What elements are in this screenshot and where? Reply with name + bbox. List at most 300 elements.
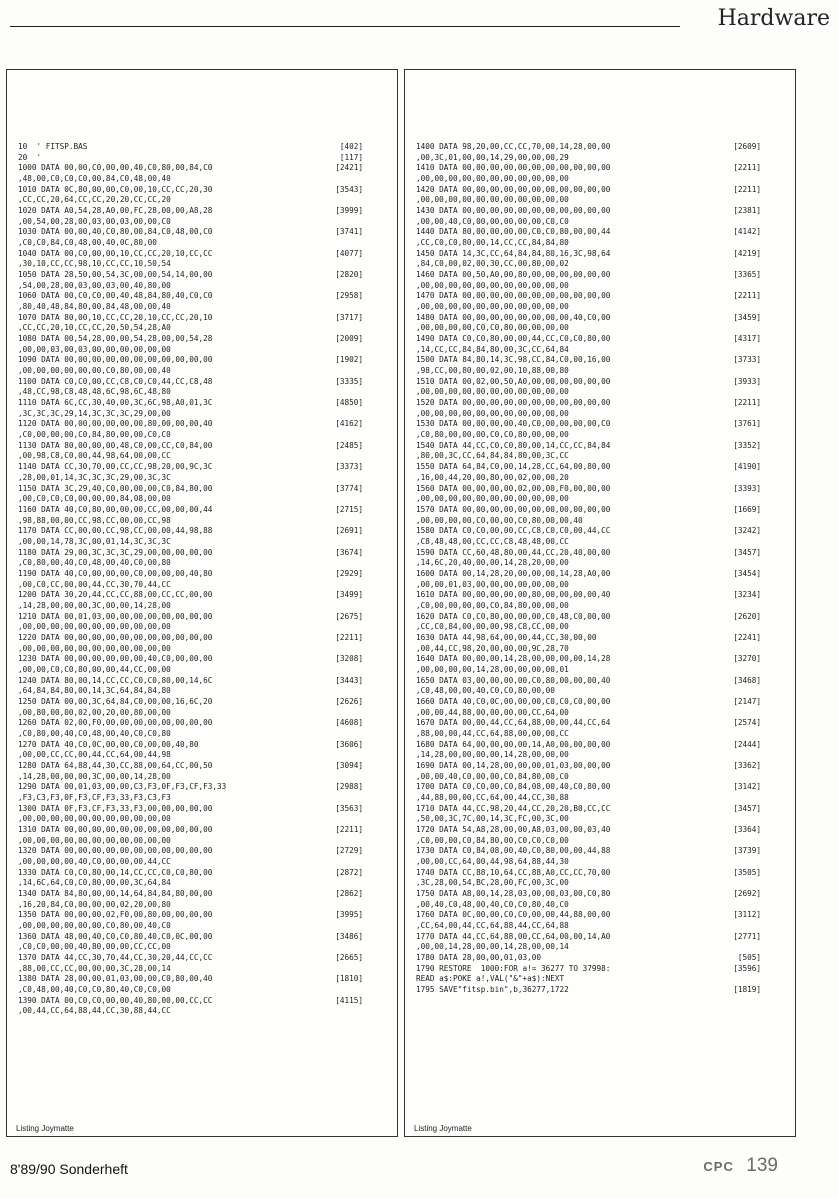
code-line xyxy=(18,291,363,302)
code-text: ,00,00,00,00,00,00,00,00,00,00,00 xyxy=(18,643,171,653)
code-line xyxy=(18,718,363,729)
code-line xyxy=(18,644,363,655)
code-text: 1680 DATA 64,00,00,00,00,14,A0,00,00,00,00 xyxy=(416,739,611,749)
code-text: ,00,00,00,00,C0,00,00,C0,80,00,00,40 xyxy=(416,515,583,525)
listing-panel-left xyxy=(6,69,398,1137)
checksum: [1669] xyxy=(733,504,761,514)
code-line xyxy=(416,558,761,569)
code-text: 1520 DATA 00,00,00,00,00,00,00,00,00,00,00 xyxy=(416,398,611,408)
code-line xyxy=(416,772,761,783)
code-text: 1490 DATA C0,C0,80,00,00,44,CC,C0,C0,80,00 xyxy=(416,334,611,344)
code-line xyxy=(416,900,761,911)
code-text: 1450 DATA 14,3C,CC,64,84,84,80,16,3C,98,64 xyxy=(416,248,611,258)
code-text: ,14,28,00,00,00,3C,00,00,14,28,00 xyxy=(18,771,171,781)
code-line xyxy=(18,334,363,345)
code-line xyxy=(416,537,761,548)
code-text: ,F3,C3,F3,0F,F3,CF,F3,33,F3,C3,F3 xyxy=(18,792,171,802)
code-text: ,00,00,00,00,00,00,C0,80,00,00,40 xyxy=(18,366,171,376)
code-text: 1470 DATA 00,00,00,00,00,00,00,00,00,00,00 xyxy=(416,291,611,301)
code-line xyxy=(18,878,363,889)
code-text: ,00,C0,CC,00,00,44,CC,30,70,44,CC xyxy=(18,579,171,589)
code-line xyxy=(416,430,761,441)
code-line xyxy=(18,323,363,334)
code-line xyxy=(416,494,761,505)
code-line xyxy=(18,473,363,484)
code-line xyxy=(18,526,363,537)
code-line xyxy=(18,814,363,825)
code-text: 1140 DATA CC,30,70,00,CC,CC,98,20,00,9C,3C xyxy=(18,462,213,472)
code-line xyxy=(416,686,761,697)
code-line xyxy=(416,323,761,334)
code-text: 1290 DATA 00,01,03,00,00,C3,F3,0F,F3,CF,F3,33 xyxy=(18,782,227,792)
code-text: ,C0,48,00,40,C0,C0,80,40,C0,C0,00 xyxy=(18,985,171,995)
checksum: [3393] xyxy=(733,483,761,493)
code-text: ,00,00,00,00,00,00,00,00,00,00,00 xyxy=(416,195,569,205)
code-line xyxy=(18,451,363,462)
code-text: 1150 DATA 3C,29,40,C0,00,00,00,C0,84,80,00 xyxy=(18,483,213,493)
checksum: [3365] xyxy=(733,270,761,280)
checksum: [3505] xyxy=(733,867,761,877)
code-text: 1790 RESTORE 1000:FOR a!= 36277 TO 37998: xyxy=(416,963,611,973)
checksum: [3208] xyxy=(335,654,363,664)
code-text: ,00,00,00,00,14,28,00,00,00,00,01 xyxy=(416,664,569,674)
code-text: ,00,00,00,00,00,00,00,00,00,00,00 xyxy=(416,280,569,290)
code-text: ,CC,C0,84,00,00,00,98,C8,CC,00,00 xyxy=(416,622,569,632)
code-line xyxy=(18,772,363,783)
code-line xyxy=(18,921,363,932)
code-text: ,00,00,14,78,3C,00,01,14,3C,3C,3C xyxy=(18,536,171,546)
code-text: ,00,00,00,00,00,00,00,00,00,00,00 xyxy=(18,814,171,824)
checksum: [3606] xyxy=(335,739,363,749)
code-text: 1420 DATA 00,00,00,00,00,00,00,00,00,00,00 xyxy=(416,184,611,194)
code-text: ,80,00,3C,CC,64,84,84,80,00,3C,CC xyxy=(416,451,569,461)
code-line xyxy=(416,153,761,164)
code-line xyxy=(18,686,363,697)
code-text: 1390 DATA 00,C0,C0,00,00,40,80,00,00,CC,CC xyxy=(18,995,213,1005)
checksum: [3739] xyxy=(733,846,761,856)
checksum: [2691] xyxy=(335,526,363,536)
code-text: 1120 DATA 00,00,00,00,00,00,80,00,00,00,40 xyxy=(18,419,213,429)
checksum: [2381] xyxy=(733,206,761,216)
checksum: [3454] xyxy=(733,568,761,578)
code-text: 1110 DATA 6C,CC,30,40,00,3C,6C,98,A0,01,3C xyxy=(18,398,213,408)
code-line xyxy=(416,910,761,921)
code-line xyxy=(18,313,363,324)
code-line xyxy=(18,793,363,804)
code-line xyxy=(416,654,761,665)
code-text: 1750 DATA A8,00,14,28,03,00,00,03,00,C0,80 xyxy=(416,889,611,899)
checksum: [2929] xyxy=(335,568,363,578)
code-text: ,00,00,00,00,00,00,00,00,00,00,00 xyxy=(416,408,569,418)
checksum: [2211] xyxy=(733,291,761,301)
code-text: ,00,C0,C0,C0,00,00,00,84,08,00,00 xyxy=(18,494,171,504)
checksum: [2211] xyxy=(335,825,363,834)
checksum: [2958] xyxy=(335,291,363,301)
code-text: ,C0,80,00,00,00,C0,C0,80,00,00,00 xyxy=(416,430,569,440)
code-text: ,00,00,03,00,03,00,00,00,00,00,00 xyxy=(18,344,171,354)
code-line xyxy=(416,590,761,601)
code-text: ,00,80,00,00,02,00,20,00,80,00,00 xyxy=(18,707,171,717)
code-text: ,30,10,CC,CC,98,10,CC,CC,10,50,54 xyxy=(18,259,171,269)
checksum: [2626] xyxy=(335,696,363,706)
code-line xyxy=(18,430,363,441)
code-line xyxy=(416,857,761,868)
code-text: ,00,00,00,00,00,00,C0,80,00,40,C0 xyxy=(18,921,171,931)
code-text: 1210 DATA 00,01,03,00,00,00,00,00,00,00,00 xyxy=(18,611,213,621)
code-text: ,16,00,44,20,00,80,00,02,00,00,20 xyxy=(416,472,569,482)
code-line xyxy=(416,782,761,793)
code-text: 1770 DATA 44,CC,64,88,00,CC,64,00,00,14,A0 xyxy=(416,931,611,941)
code-text: ,C0,C0,00,00,40,80,00,00,CC,CC,00 xyxy=(18,942,171,952)
code-line xyxy=(416,932,761,943)
code-text: 1580 DATA C0,C0,00,00,CC,C8,C0,C0,00,44,CC xyxy=(416,526,611,536)
listing-caption-left: Listing Joymatte xyxy=(16,1124,74,1133)
checksum: [2820] xyxy=(335,270,363,280)
code-line xyxy=(416,974,761,985)
code-text: 1670 DATA 00,00,44,CC,64,88,00,00,44,CC,64 xyxy=(416,718,611,728)
code-line xyxy=(18,377,363,388)
checksum: [2609] xyxy=(733,142,761,151)
code-text: ,00,00,C0,C0,80,00,00,44,CC,00,00 xyxy=(18,664,171,674)
checksum: [2620] xyxy=(733,611,761,621)
code-line xyxy=(416,612,761,623)
code-line xyxy=(416,814,761,825)
code-text: 1480 DATA 00,00,00,00,00,00,00,00,40,C0,00 xyxy=(416,312,611,322)
code-line xyxy=(416,804,761,815)
code-text: ,48,00,C0,C0,C0,00,84,C0,48,00,40 xyxy=(18,174,171,184)
code-text: 1590 DATA CC,60,48,80,00,44,CC,20,40,00,00 xyxy=(416,547,611,557)
code-text: 1160 DATA 40,C0,80,00,00,00,CC,00,00,00,44 xyxy=(18,504,213,514)
checksum: [3733] xyxy=(733,355,761,365)
code-text: ,00,00,CC,CC,00,44,CC,64,00,44,98 xyxy=(18,750,171,760)
code-text: 1250 DATA 00,00,3C,64,84,C0,00,00,16,6C,20 xyxy=(18,696,213,706)
checksum: [1810] xyxy=(335,974,363,984)
code-text: 1330 DATA C0,C0,80,00,14,CC,CC,C0,C0,80,00 xyxy=(18,867,213,877)
code-text: ,00,00,00,00,00,00,00,00,00,00,00 xyxy=(416,174,569,184)
code-text: ,3C,28,00,54,BC,28,00,FC,00,3C,00 xyxy=(416,878,569,888)
code-line xyxy=(18,857,363,868)
code-text: ,C0,C0,84,C0,48,00,40,0C,80,00 xyxy=(18,238,157,248)
checksum: [2211] xyxy=(335,632,363,642)
code-text: ,98,88,00,00,CC,98,CC,00,00,CC,98 xyxy=(18,515,171,525)
code-text: ,CC,CC,20,64,CC,CC,20,20,CC,CC,20 xyxy=(18,195,171,205)
checksum: [3995] xyxy=(335,910,363,920)
checksum: [1902] xyxy=(335,355,363,365)
checksum: [3741] xyxy=(335,227,363,237)
cpc-logo: CPC xyxy=(703,1159,734,1174)
code-text: ,00,00,40,C0,00,00,C0,84,80,00,C0 xyxy=(416,771,569,781)
code-text: ,00,00,00,00,40,C0,00,00,00,44,CC xyxy=(18,857,171,867)
code-text: ,98,CC,00,80,00,02,00,10,88,00,80 xyxy=(416,366,569,376)
checksum: [3774] xyxy=(335,483,363,493)
code-line xyxy=(416,270,761,281)
checksum: [117] xyxy=(339,152,363,162)
code-text: ,84,C0,00,02,00,30,CC,00,80,00,02 xyxy=(416,259,569,269)
code-line xyxy=(18,964,363,975)
checksum: [2485] xyxy=(335,440,363,450)
code-listing-left xyxy=(18,142,363,1017)
code-line xyxy=(18,537,363,548)
code-text: 1730 DATA C0,84,08,00,40,C0,80,00,00,44,88 xyxy=(416,846,611,856)
code-line xyxy=(18,195,363,206)
code-line xyxy=(416,942,761,953)
code-line xyxy=(416,377,761,388)
code-line xyxy=(18,238,363,249)
code-line xyxy=(416,708,761,719)
checksum: [3242] xyxy=(733,526,761,536)
code-line xyxy=(18,259,363,270)
checksum: [2729] xyxy=(335,846,363,856)
code-line xyxy=(416,750,761,761)
checksum: [2715] xyxy=(335,504,363,514)
checksum: [2771] xyxy=(733,931,761,941)
checksum: [3352] xyxy=(733,440,761,450)
code-line xyxy=(18,548,363,559)
checksum: [2862] xyxy=(335,889,363,899)
checksum: [3999] xyxy=(335,206,363,216)
checksum: [4142] xyxy=(733,227,761,237)
code-line xyxy=(416,195,761,206)
code-line xyxy=(18,345,363,356)
checksum: [402] xyxy=(339,142,363,151)
code-text: 1620 DATA C0,C0,80,00,00,00,C0,48,C0,00,00 xyxy=(416,611,611,621)
code-line xyxy=(18,985,363,996)
code-text: 1410 DATA 00,00,00,00,00,00,00,00,00,00,00 xyxy=(416,163,611,173)
code-text: ,88,00,00,44,CC,64,88,00,00,00,CC xyxy=(416,728,569,738)
code-text: 1720 DATA 54,A8,28,00,00,A8,03,00,00,03,40 xyxy=(416,825,611,834)
code-text: 1610 DATA 00,00,00,00,00,80,00,00,00,00,40 xyxy=(416,590,611,600)
checksum: [3459] xyxy=(733,312,761,322)
code-text: 1100 DATA C0,C0,00,CC,C8,C0,C0,44,CC,C8,48 xyxy=(18,376,213,386)
code-line xyxy=(416,740,761,751)
code-text: ,16,20,84,C0,00,00,00,02,20,00,80 xyxy=(18,899,171,909)
code-text: 1600 DATA 00,14,28,20,00,00,00,14,28,A0,00 xyxy=(416,568,611,578)
code-line xyxy=(416,387,761,398)
code-text: ,00,00,00,00,C0,C0,80,00,00,00,00 xyxy=(416,323,569,333)
code-text: ,14,28,00,00,00,00,14,28,00,00,00 xyxy=(416,750,569,760)
code-line xyxy=(416,516,761,527)
code-text: ,CC,C0,C0,80,00,14,CC,CC,84,84,80 xyxy=(416,238,569,248)
code-text: ,00,3C,01,00,00,14,29,00,00,00,29 xyxy=(416,152,569,162)
code-line xyxy=(18,836,363,847)
checksum: [3486] xyxy=(335,931,363,941)
code-text: ,00,00,14,28,00,00,14,28,00,00,14 xyxy=(416,942,569,952)
code-line xyxy=(416,462,761,473)
code-line xyxy=(18,590,363,601)
code-text: ,00,54,00,28,00,03,00,03,00,00,C0 xyxy=(18,216,171,226)
checksum: [2009] xyxy=(335,334,363,344)
code-line xyxy=(416,174,761,185)
code-text: ,00,00,00,00,00,00,00,00,00,00,00 xyxy=(18,622,171,632)
code-line xyxy=(416,355,761,366)
code-text: 1540 DATA 44,CC,C0,C0,80,00,14,CC,CC,84,84 xyxy=(416,440,611,450)
code-line xyxy=(18,217,363,228)
listing-panel-right xyxy=(404,69,796,1137)
code-line xyxy=(18,569,363,580)
code-text: 1040 DATA 00,C0,00,00,10,CC,CC,20,10,CC,CC xyxy=(18,248,213,258)
checksum: [3362] xyxy=(733,760,761,770)
code-text: ,14,6C,64,C0,C0,80,00,00,3C,64,84 xyxy=(18,878,171,888)
code-line xyxy=(18,270,363,281)
code-line xyxy=(416,846,761,857)
code-line xyxy=(416,729,761,740)
code-line xyxy=(18,708,363,719)
code-line xyxy=(416,622,761,633)
code-line xyxy=(18,996,363,1007)
code-text: 1000 DATA 00,00,C0,00,00,40,C0,80,00,84,C0 xyxy=(18,163,213,173)
code-line xyxy=(416,633,761,644)
code-text: ,64,84,84,80,00,14,3C,64,84,84,80 xyxy=(18,686,171,696)
code-text: 1440 DATA 80,00,00,00,00,C0,C0,80,00,00,44 xyxy=(416,227,611,237)
code-text: 1060 DATA 00,C0,C0,00,40,48,84,80,40,C0,C0 xyxy=(18,291,213,301)
code-text: 1220 DATA 00,00,00,00,00,00,00,00,00,00,00 xyxy=(18,632,213,642)
code-line xyxy=(18,302,363,313)
code-text: 1090 DATA 00,00,00,00,00,00,00,00,00,00,00 xyxy=(18,355,213,365)
code-text: 1740 DATA CC,88,10,64,CC,88,A0,CC,CC,70,00 xyxy=(416,867,611,877)
checksum: [4219] xyxy=(733,248,761,258)
code-line xyxy=(416,505,761,516)
code-text: 1550 DATA 64,84,C0,00,14,28,CC,64,00,80,00 xyxy=(416,462,611,472)
code-line xyxy=(18,846,363,857)
code-text: ,00,40,C0,48,00,40,C0,C0,80,40,C0 xyxy=(416,899,569,909)
code-text: ,14,CC,CC,84,84,80,00,3C,CC,64,84 xyxy=(416,344,569,354)
code-text: 1710 DATA 44,CC,98,20,44,CC,20,20,B0,CC,CC xyxy=(416,803,611,813)
checksum: [4077] xyxy=(335,248,363,258)
code-text: 1760 DATA 0C,00,00,C0,C0,00,00,44,88,00,00 xyxy=(416,910,611,920)
code-text: 1340 DATA 84,80,00,00,14,64,84,84,80,00,00 xyxy=(18,889,213,899)
code-text: 1050 DATA 28,50,00,54,3C,00,00,54,14,00,00 xyxy=(18,270,213,280)
checksum: [3234] xyxy=(733,590,761,600)
code-text: ,C0,00,00,C0,84,80,00,C0,C0,C0,00 xyxy=(416,835,569,845)
code-line xyxy=(416,185,761,196)
code-line xyxy=(18,676,363,687)
checksum: [3457] xyxy=(733,803,761,813)
code-line xyxy=(18,419,363,430)
code-text: ,80,40,48,84,80,00,84,48,00,00,40 xyxy=(18,302,171,312)
issue-label: 8'89/90 Sonderheft xyxy=(10,1161,128,1177)
checksum: [2988] xyxy=(335,782,363,792)
code-line xyxy=(416,441,761,452)
code-text: 1560 DATA 00,00,00,00,02,00,00,F0,00,00,00 xyxy=(416,483,611,493)
code-line xyxy=(18,409,363,420)
code-line xyxy=(416,964,761,975)
code-line xyxy=(416,921,761,932)
code-text: ,00,44,CC,98,20,00,00,00,9C,28,70 xyxy=(416,643,569,653)
code-text: ,00,00,44,88,00,00,00,00,CC,64,00 xyxy=(416,707,569,717)
header-rule xyxy=(10,26,680,27)
code-text: ,00,00,00,00,00,00,00,00,00,00,00 xyxy=(416,302,569,312)
checksum: [2872] xyxy=(335,867,363,877)
code-text: READ a$:POKE a!,VAL("&"+a$):NEXT xyxy=(416,974,565,984)
checksum: [2444] xyxy=(733,739,761,749)
code-text: 1260 DATA 02,00,F0,00,00,00,00,00,00,00,00 xyxy=(18,718,213,728)
checksum: [4162] xyxy=(335,419,363,429)
code-text: 1300 DATA 0F,F3,CF,F3,33,F3,00,00,00,00,00 xyxy=(18,803,213,813)
code-line xyxy=(18,868,363,879)
checksum: [3364] xyxy=(733,825,761,834)
code-text: 1795 SAVE"fitsp.bin",b,36277,1722 xyxy=(416,985,569,995)
code-line xyxy=(416,484,761,495)
checksum: [3933] xyxy=(733,376,761,386)
code-line xyxy=(18,462,363,473)
checksum: [2665] xyxy=(335,953,363,963)
code-text: 1240 DATA 80,00,14,CC,CC,C0,C0,80,00,14,6C xyxy=(18,675,213,685)
code-line xyxy=(18,163,363,174)
code-text: 1380 DATA 28,00,00,01,03,00,00,C0,80,00,40 xyxy=(18,974,213,984)
code-line xyxy=(18,484,363,495)
code-text: ,00,00,00,00,00,00,00,00,00,00,00 xyxy=(18,835,171,845)
code-line xyxy=(18,174,363,185)
code-text: 1460 DATA 00,50,A0,00,80,00,00,00,00,00,00 xyxy=(416,270,611,280)
checksum: [3563] xyxy=(335,803,363,813)
code-line xyxy=(18,387,363,398)
code-text: 1690 DATA 00,14,28,00,00,00,01,03,00,00,00 xyxy=(416,760,611,770)
code-line xyxy=(18,697,363,708)
code-text: ,3C,3C,3C,29,14,3C,3C,3C,29,00,00 xyxy=(18,408,171,418)
checksum: [2574] xyxy=(733,718,761,728)
code-line xyxy=(18,804,363,815)
code-text: ,54,00,28,00,03,00,03,00,40,80,00 xyxy=(18,280,171,290)
code-line xyxy=(416,676,761,687)
code-text: 1030 DATA 00,00,40,C0,80,00,84,C0,48,00,C0 xyxy=(18,227,213,237)
checksum: [2675] xyxy=(335,611,363,621)
checksum: [3335] xyxy=(335,376,363,386)
code-text: 1230 DATA 00,00,00,00,00,00,40,C0,00,00,00 xyxy=(18,654,213,664)
code-line xyxy=(18,355,363,366)
code-text: ,00,98,C8,C0,00,44,98,64,00,00,CC xyxy=(18,451,171,461)
listing-caption-right: Listing Joymatte xyxy=(414,1124,472,1133)
checksum: [2211] xyxy=(733,398,761,408)
code-line xyxy=(18,740,363,751)
code-line xyxy=(416,419,761,430)
code-line xyxy=(18,782,363,793)
code-line xyxy=(18,601,363,612)
code-line xyxy=(416,334,761,345)
code-line xyxy=(416,878,761,889)
code-text: 1630 DATA 44,98,64,00,00,44,CC,30,00,00 xyxy=(416,632,597,642)
checksum: [505] xyxy=(737,953,761,963)
code-line xyxy=(18,825,363,836)
code-text: ,00,00,CC,64,00,44,98,64,88,44,30 xyxy=(416,857,569,867)
code-line xyxy=(18,729,363,740)
code-text: 1510 DATA 00,02,00,50,A0,00,00,00,00,00,00 xyxy=(416,376,611,386)
code-line xyxy=(416,142,761,153)
code-text: 1180 DATA 29,00,3C,3C,3C,29,00,00,00,00,00 xyxy=(18,547,213,557)
code-line xyxy=(416,868,761,879)
code-line xyxy=(18,974,363,985)
code-line xyxy=(416,217,761,228)
code-text: ,28,00,01,14,3C,3C,3C,29,00,3C,3C xyxy=(18,472,171,482)
code-line xyxy=(18,142,363,153)
code-line xyxy=(416,665,761,676)
code-text: 20 ' xyxy=(18,152,42,162)
checksum: [3094] xyxy=(335,760,363,770)
code-line xyxy=(18,206,363,217)
code-line xyxy=(18,654,363,665)
code-line xyxy=(18,249,363,260)
page-footer xyxy=(703,1155,778,1177)
code-line xyxy=(18,281,363,292)
code-line xyxy=(416,163,761,174)
code-text: ,C0,80,00,40,C0,48,00,40,C0,C0,80 xyxy=(18,728,171,738)
code-text: ,C0,00,00,00,C0,84,80,00,00,C0,C0 xyxy=(18,430,171,440)
code-line xyxy=(416,580,761,591)
code-line xyxy=(416,259,761,270)
code-line xyxy=(416,366,761,377)
code-listing-right xyxy=(416,142,761,996)
checksum: [3457] xyxy=(733,547,761,557)
code-text: ,00,00,40,C0,00,00,00,00,00,C0,C0 xyxy=(416,216,569,226)
